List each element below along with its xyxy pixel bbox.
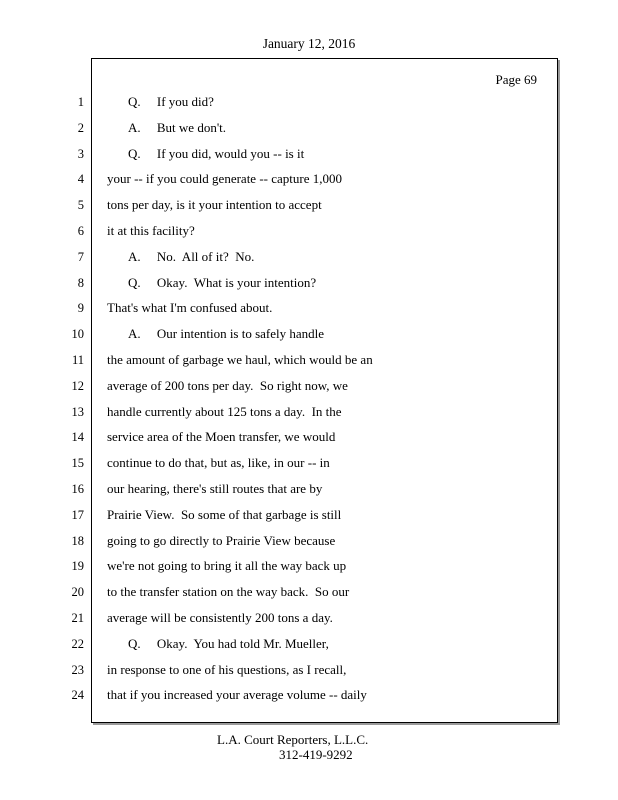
- transcript-line: the amount of garbage we haul, which would be an: [107, 351, 373, 367]
- page-number: Page 69: [495, 72, 537, 87]
- transcript-line: our hearing, there's still routes that are by: [107, 480, 323, 496]
- line-number: 13: [71, 404, 84, 419]
- line-number: 18: [71, 533, 84, 548]
- line-number: 23: [71, 662, 84, 677]
- line-number: 6: [77, 223, 84, 238]
- line-number: 15: [71, 456, 84, 471]
- transcript-line: Q. Okay. You had told Mr. Mueller,: [128, 635, 329, 651]
- line-number: 1: [77, 95, 84, 109]
- line-number: 14: [71, 430, 84, 445]
- transcript-line: Q. If you did?: [128, 94, 214, 109]
- transcript-line: going to go directly to Prairie View because: [107, 532, 336, 548]
- line-number: 21: [71, 610, 84, 625]
- transcript-line: average will be consistently 200 tons a day.: [107, 609, 333, 625]
- transcript-date: January 12, 2016: [262, 36, 356, 51]
- court-reporter-firm: L.A. Court Reporters, L.L.C.: [217, 732, 369, 747]
- line-number: 19: [71, 559, 84, 574]
- line-number: 4: [77, 172, 84, 187]
- line-number: 24: [71, 688, 84, 703]
- transcript-line: Q. Okay. What is your intention?: [128, 274, 317, 290]
- transcript-line: handle currently about 125 tons a day. In the: [107, 403, 342, 419]
- line-number: 16: [71, 481, 84, 496]
- line-number: 10: [71, 327, 84, 342]
- transcript-line: service area of the Moen transfer, we would: [107, 429, 336, 445]
- line-number: 5: [77, 198, 84, 213]
- line-number: 3: [77, 146, 84, 161]
- line-number: 9: [77, 301, 84, 316]
- footer: [0, 732, 618, 762]
- line-number: 8: [77, 275, 84, 290]
- transcript-line: A. Our intention is to safely handle: [128, 326, 325, 342]
- transcript-line: continue to do that, but as, like, in our -- in: [107, 455, 330, 471]
- transcript-lines: [107, 93, 547, 712]
- line-number: 17: [71, 507, 84, 522]
- transcript-line: A. No. All of it? No.: [128, 248, 255, 264]
- court-reporter-phone: 312-419-9292: [279, 747, 353, 762]
- transcript-line: your -- if you could generate -- capture 1,000: [107, 171, 342, 187]
- transcript-line: we're not going to bring it all the way back up: [107, 558, 347, 574]
- transcript-line: that if you increased your average volume -- daily: [107, 687, 367, 703]
- transcript-line: A. But we don't.: [128, 119, 227, 135]
- transcript-line: Q. If you did, would you -- is it: [128, 145, 305, 161]
- transcript-line: in response to one of his questions, as I recall,: [107, 661, 347, 677]
- line-number: 11: [71, 352, 84, 367]
- transcript-line: That's what I'm confused about.: [107, 300, 273, 316]
- line-number: 20: [71, 585, 84, 600]
- line-number-column: [58, 93, 84, 712]
- line-number: 12: [71, 378, 84, 393]
- line-number: 22: [71, 636, 84, 651]
- transcript-line: to the transfer station on the way back. So our: [107, 584, 350, 600]
- transcript-line: average of 200 tons per day. So right now, we: [107, 377, 348, 393]
- transcript-line: tons per day, is it your intention to accept: [107, 197, 322, 213]
- line-number: 2: [77, 120, 84, 135]
- transcript-line: Prairie View. So some of that garbage is still: [107, 506, 342, 522]
- line-number: 7: [77, 249, 84, 264]
- transcript-line: it at this facility?: [107, 222, 195, 238]
